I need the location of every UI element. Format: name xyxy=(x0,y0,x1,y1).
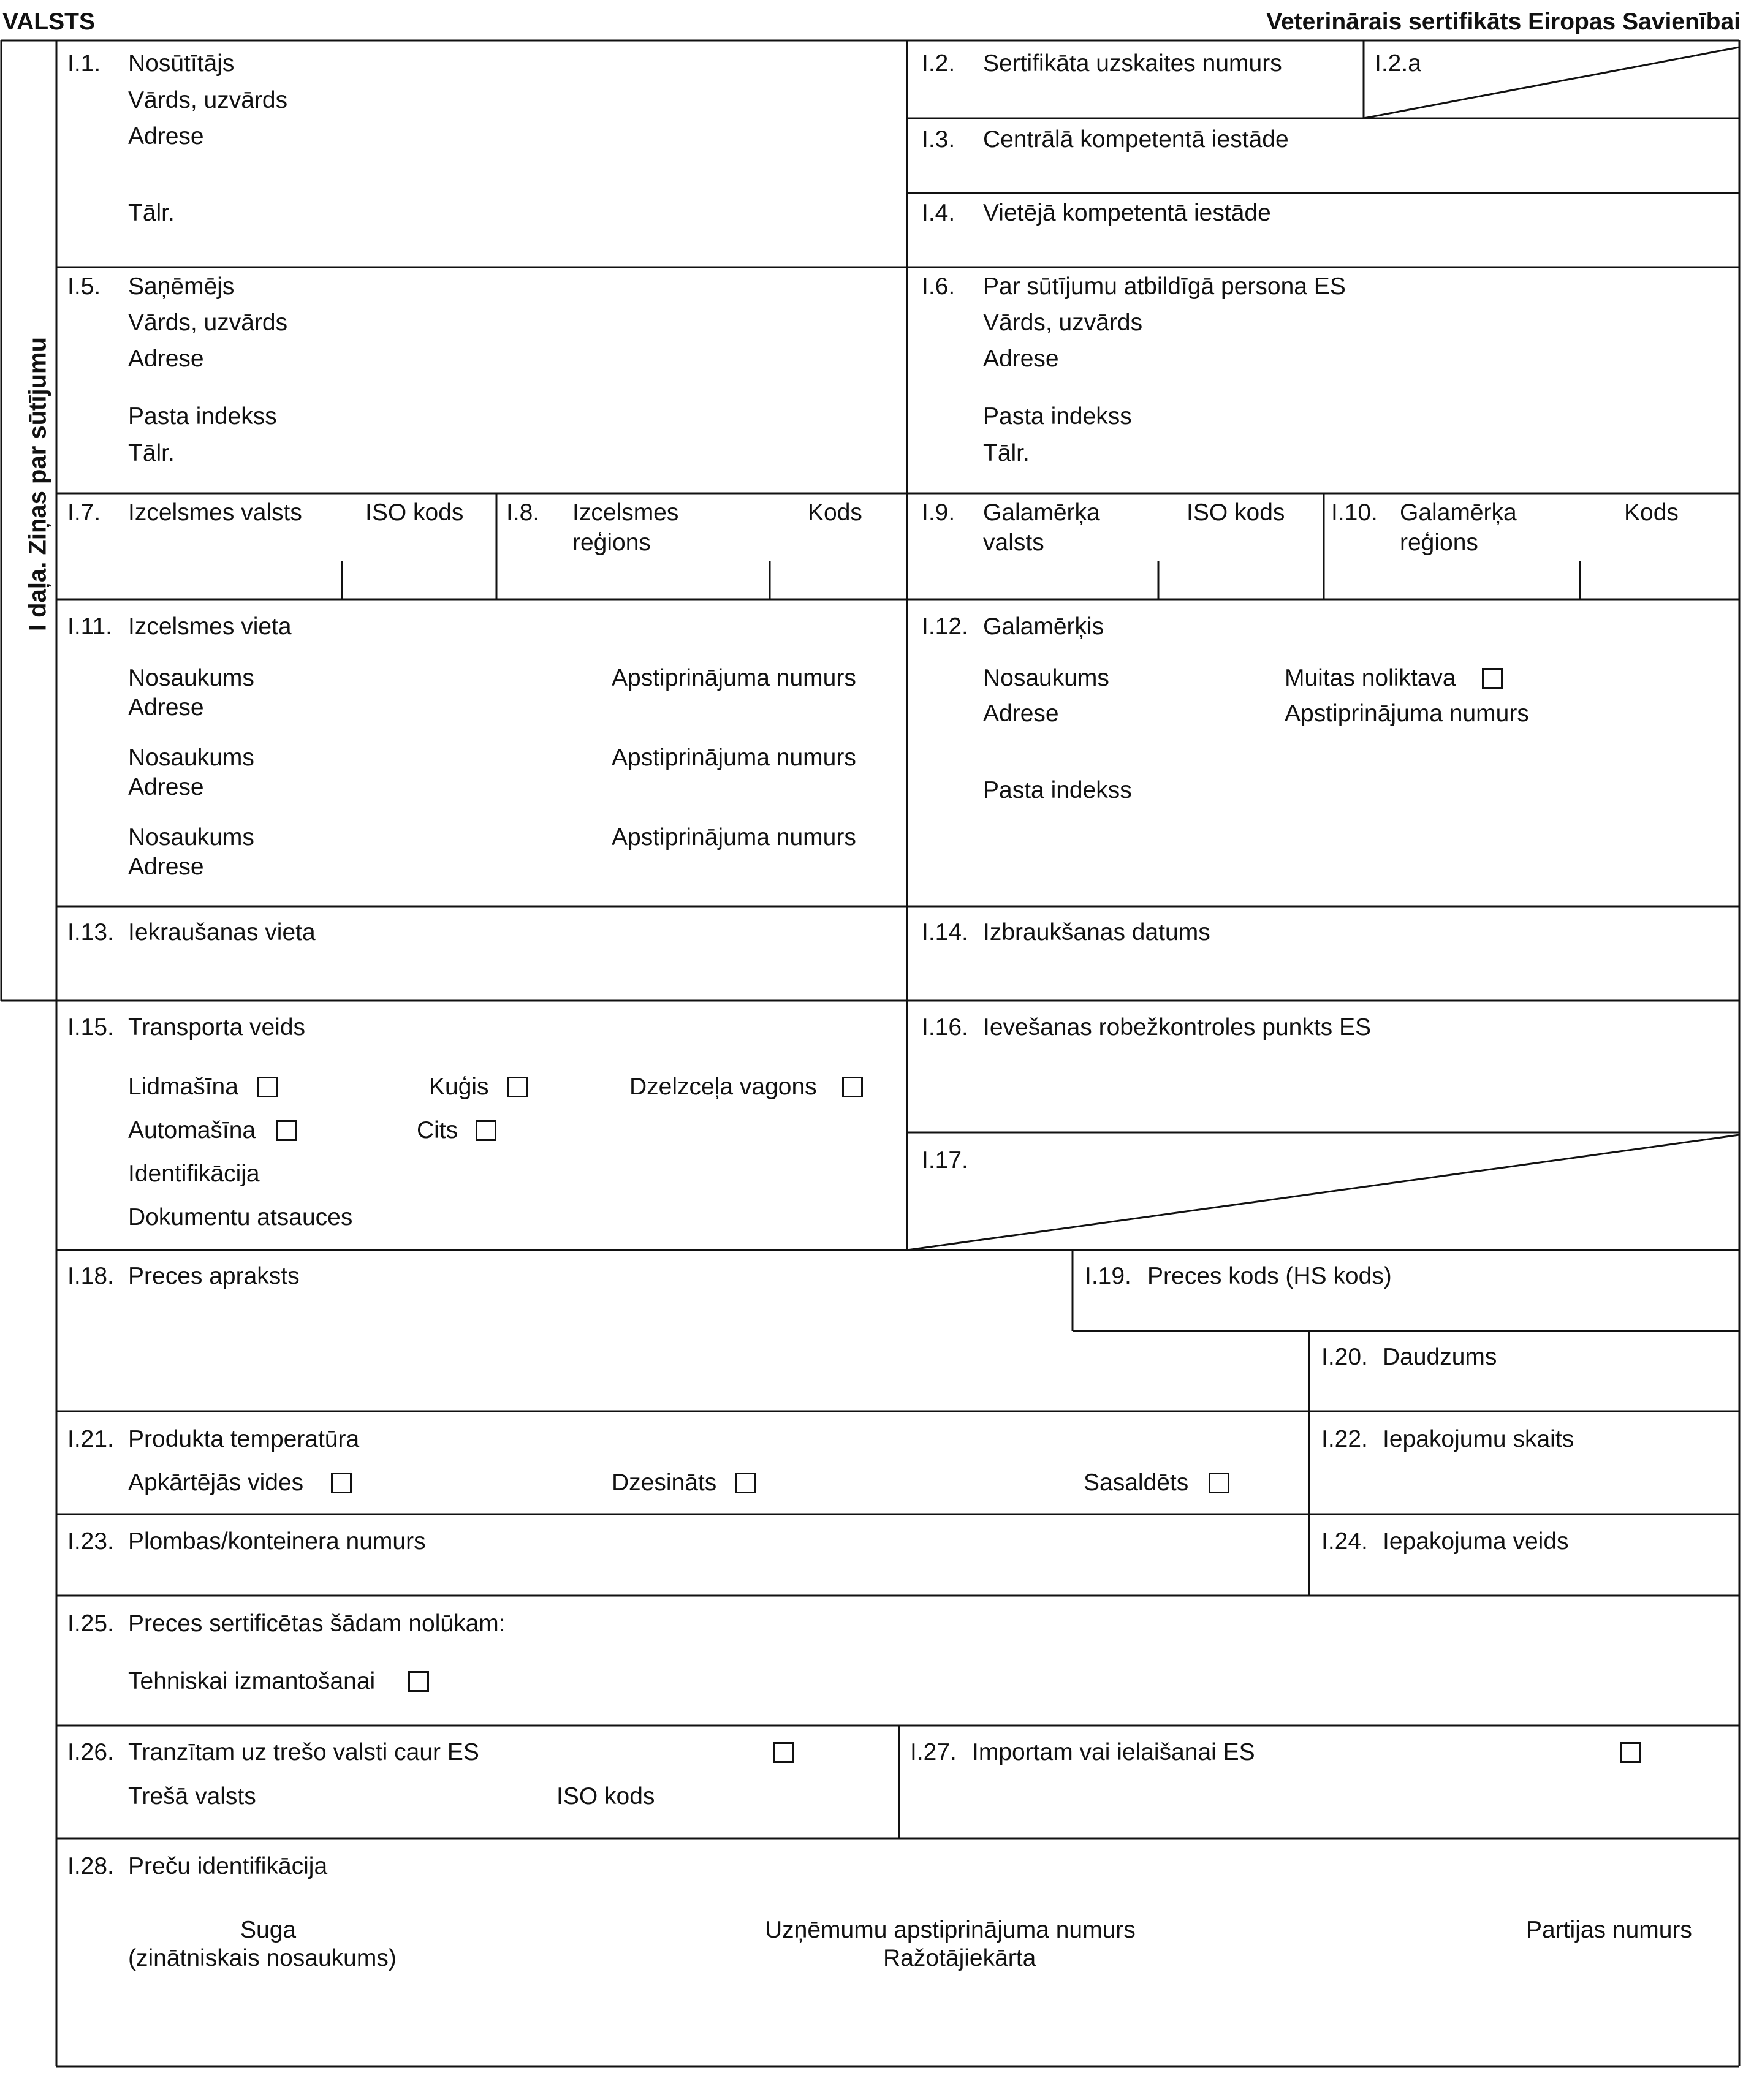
box-title-transit: Tranzītam uz trešo valsti caur ES xyxy=(128,1739,479,1765)
box-number: I.18. xyxy=(67,1263,114,1289)
temp-label-chilled: Dzesināts xyxy=(612,1469,717,1496)
field-label-address: Adrese xyxy=(128,774,204,800)
header-certificate-title: Veterinārais sertifikāts Eiropas Savienībai xyxy=(1266,9,1741,35)
column-label-species: Suga xyxy=(240,1917,297,1943)
temp-frozen-checkbox[interactable] xyxy=(1209,1473,1229,1493)
box-number: I.16. xyxy=(922,1014,968,1041)
field-label: Adrese xyxy=(128,346,204,372)
field-label: Vārds, uzvārds xyxy=(983,309,1143,336)
column-label-plant: Ražotājiekārta xyxy=(883,1945,1036,1971)
transport-plane-checkbox[interactable] xyxy=(257,1077,278,1097)
box-number: I.15. xyxy=(67,1014,114,1041)
transport-label-plane: Lidmašīna xyxy=(128,1074,238,1100)
box-number: I.8. xyxy=(506,499,540,526)
box-number: I.6. xyxy=(922,273,955,300)
box-title-transport: Transporta veids xyxy=(128,1014,306,1041)
field-label: Adrese xyxy=(128,123,204,150)
box-title-destination-region: Galamērķa xyxy=(1400,499,1517,526)
import-checkbox[interactable] xyxy=(1620,1742,1641,1763)
box-number: I.1. xyxy=(67,50,101,77)
field-label-customs-warehouse: Muitas noliktava xyxy=(1285,665,1456,691)
field-label-name: Nosaukums xyxy=(128,665,254,691)
transit-checkbox[interactable] xyxy=(773,1742,794,1763)
field-label-approval: Apstiprinājuma numurs xyxy=(612,665,856,691)
box-title-seal-number: Plombas/konteinera numurs xyxy=(128,1528,426,1555)
box-number: I.11. xyxy=(67,613,112,640)
box-title-certificate-ref: Sertifikāta uzskaites numurs xyxy=(983,50,1282,77)
box-title-origin-region: Izcelsmes xyxy=(572,499,679,526)
box-number: I.9. xyxy=(922,499,955,526)
transport-other-checkbox[interactable] xyxy=(476,1120,496,1141)
purpose-label-technical-use: Tehniskai izmantošanai xyxy=(128,1668,376,1694)
transport-ship-checkbox[interactable] xyxy=(507,1077,528,1097)
field-label-approval: Apstiprinājuma numurs xyxy=(612,745,856,771)
field-label: Pasta indekss xyxy=(128,403,277,430)
box-title-responsible-person: Par sūtījumu atbildīgā persona ES xyxy=(983,273,1346,300)
box-title-import: Importam vai ielaišanai ES xyxy=(972,1739,1255,1765)
box-title-place-of-destination: Galamērķis xyxy=(983,613,1104,640)
field-label: Vārds, uzvārds xyxy=(128,87,288,113)
box-number: I.2.a xyxy=(1375,50,1421,77)
column-label-approval: Uzņēmumu apstiprinājuma numurs xyxy=(765,1917,1136,1943)
box-title-border-post: Ievešanas robežkontroles punkts ES xyxy=(983,1014,1372,1041)
box-number: I.21. xyxy=(67,1426,114,1452)
box-title-destination-country-line2: valsts xyxy=(983,529,1044,556)
box-number: I.10. xyxy=(1331,499,1378,526)
temp-chilled-checkbox[interactable] xyxy=(735,1473,756,1493)
box-title-temperature: Produkta temperatūra xyxy=(128,1426,360,1452)
field-label-name: Nosaukums xyxy=(128,745,254,771)
box-title-purpose: Preces sertificētas šādam nolūkam: xyxy=(128,1610,506,1637)
field-label-postal-code: Pasta indekss xyxy=(983,777,1132,803)
box-number: I.24. xyxy=(1321,1528,1368,1555)
purpose-technical-use-checkbox[interactable] xyxy=(408,1671,429,1692)
box-title-central-authority: Centrālā kompetentā iestāde xyxy=(983,126,1289,153)
box-number: I.23. xyxy=(67,1528,114,1555)
box-title-package-count: Iepakojumu skaits xyxy=(1383,1426,1574,1452)
transport-label-ship: Kuģis xyxy=(429,1074,489,1100)
header-country: VALSTS xyxy=(2,9,95,35)
field-label-iso-code: ISO kods xyxy=(1187,499,1285,526)
box-number: I.26. xyxy=(67,1739,114,1765)
box-number: I.3. xyxy=(922,126,955,153)
transport-label-rail: Dzelzceļa vagons xyxy=(629,1074,817,1100)
field-label: Tālr. xyxy=(983,440,1030,466)
box-title-place-of-origin: Izcelsmes vieta xyxy=(128,613,292,640)
transport-car-checkbox[interactable] xyxy=(276,1120,297,1141)
box-title-destination-region-line2: reģions xyxy=(1400,529,1478,556)
box-number: I.12. xyxy=(922,613,968,640)
box-number: I.19. xyxy=(1085,1263,1131,1289)
box-title-origin-region-line2: reģions xyxy=(572,529,651,556)
box-number: I.28. xyxy=(67,1853,114,1879)
field-label-identification: Identifikācija xyxy=(128,1161,260,1187)
box-title-consignee: Saņēmējs xyxy=(128,273,235,300)
field-label-address: Adrese xyxy=(128,854,204,880)
customs-warehouse-checkbox[interactable] xyxy=(1482,668,1503,689)
field-label-documents: Dokumentu atsauces xyxy=(128,1204,353,1230)
box-number: I.7. xyxy=(67,499,101,526)
box-number: I.17. xyxy=(922,1147,968,1173)
field-label-address: Adrese xyxy=(128,694,204,721)
box-number: I.20. xyxy=(1321,1344,1368,1370)
box-number: I.5. xyxy=(67,273,101,300)
transport-label-car: Automašīna xyxy=(128,1117,256,1143)
box-title-quantity: Daudzums xyxy=(1383,1344,1497,1370)
field-label: Adrese xyxy=(983,346,1059,372)
temp-label-ambient: Apkārtējās vides xyxy=(128,1469,304,1496)
box-title-package-type: Iepakojuma veids xyxy=(1383,1528,1569,1555)
field-label-third-country: Trešā valsts xyxy=(128,1783,256,1810)
temp-ambient-checkbox[interactable] xyxy=(331,1473,352,1493)
field-label-approval: Apstiprinājuma numurs xyxy=(1285,700,1529,727)
field-label-code: Kods xyxy=(1624,499,1679,526)
box-title: Nosūtītājs xyxy=(128,50,235,77)
field-label: Tālr. xyxy=(128,200,175,226)
transport-rail-checkbox[interactable] xyxy=(842,1077,863,1097)
box-number: I.25. xyxy=(67,1610,114,1637)
transport-label-other: Cits xyxy=(417,1117,458,1143)
field-label-address: Adrese xyxy=(983,700,1059,727)
field-label-code: Kods xyxy=(808,499,862,526)
box-number: I.14. xyxy=(922,919,968,946)
box-title-departure-date: Izbraukšanas datums xyxy=(983,919,1210,946)
box-number: I.4. xyxy=(922,200,955,226)
box-title-commodity-code: Preces kods (HS kods) xyxy=(1147,1263,1392,1289)
field-label: Vārds, uzvārds xyxy=(128,309,288,336)
box-number: I.27. xyxy=(910,1739,957,1765)
box-number: I.2. xyxy=(922,50,955,77)
field-label-iso-code: ISO kods xyxy=(365,499,464,526)
temp-label-frozen: Sasaldēts xyxy=(1084,1469,1189,1496)
box-title-local-authority: Vietējā kompetentā iestāde xyxy=(983,200,1271,226)
box-title-identification: Preču identifikācija xyxy=(128,1853,328,1879)
box-title-description: Preces apraksts xyxy=(128,1263,300,1289)
box-number: I.13. xyxy=(67,919,114,946)
field-label-name: Nosaukums xyxy=(983,665,1109,691)
box-title-destination-country: Galamērķa xyxy=(983,499,1100,526)
box-title-place-of-loading: Iekraušanas vieta xyxy=(128,919,316,946)
field-label-approval: Apstiprinājuma numurs xyxy=(612,824,856,851)
box-number: I.22. xyxy=(1321,1426,1368,1452)
field-label: Tālr. xyxy=(128,440,175,466)
field-label-iso-code: ISO kods xyxy=(556,1783,655,1810)
column-label-species-scientific: (zinātniskais nosaukums) xyxy=(128,1945,397,1971)
field-label-name: Nosaukums xyxy=(128,824,254,851)
field-label: Pasta indekss xyxy=(983,403,1132,430)
column-label-batch: Partijas numurs xyxy=(1526,1917,1692,1943)
box-title-origin-country: Izcelsmes valsts xyxy=(128,499,302,526)
side-label-part-one: I daļa. Ziņas par sūtījumu xyxy=(24,336,51,632)
